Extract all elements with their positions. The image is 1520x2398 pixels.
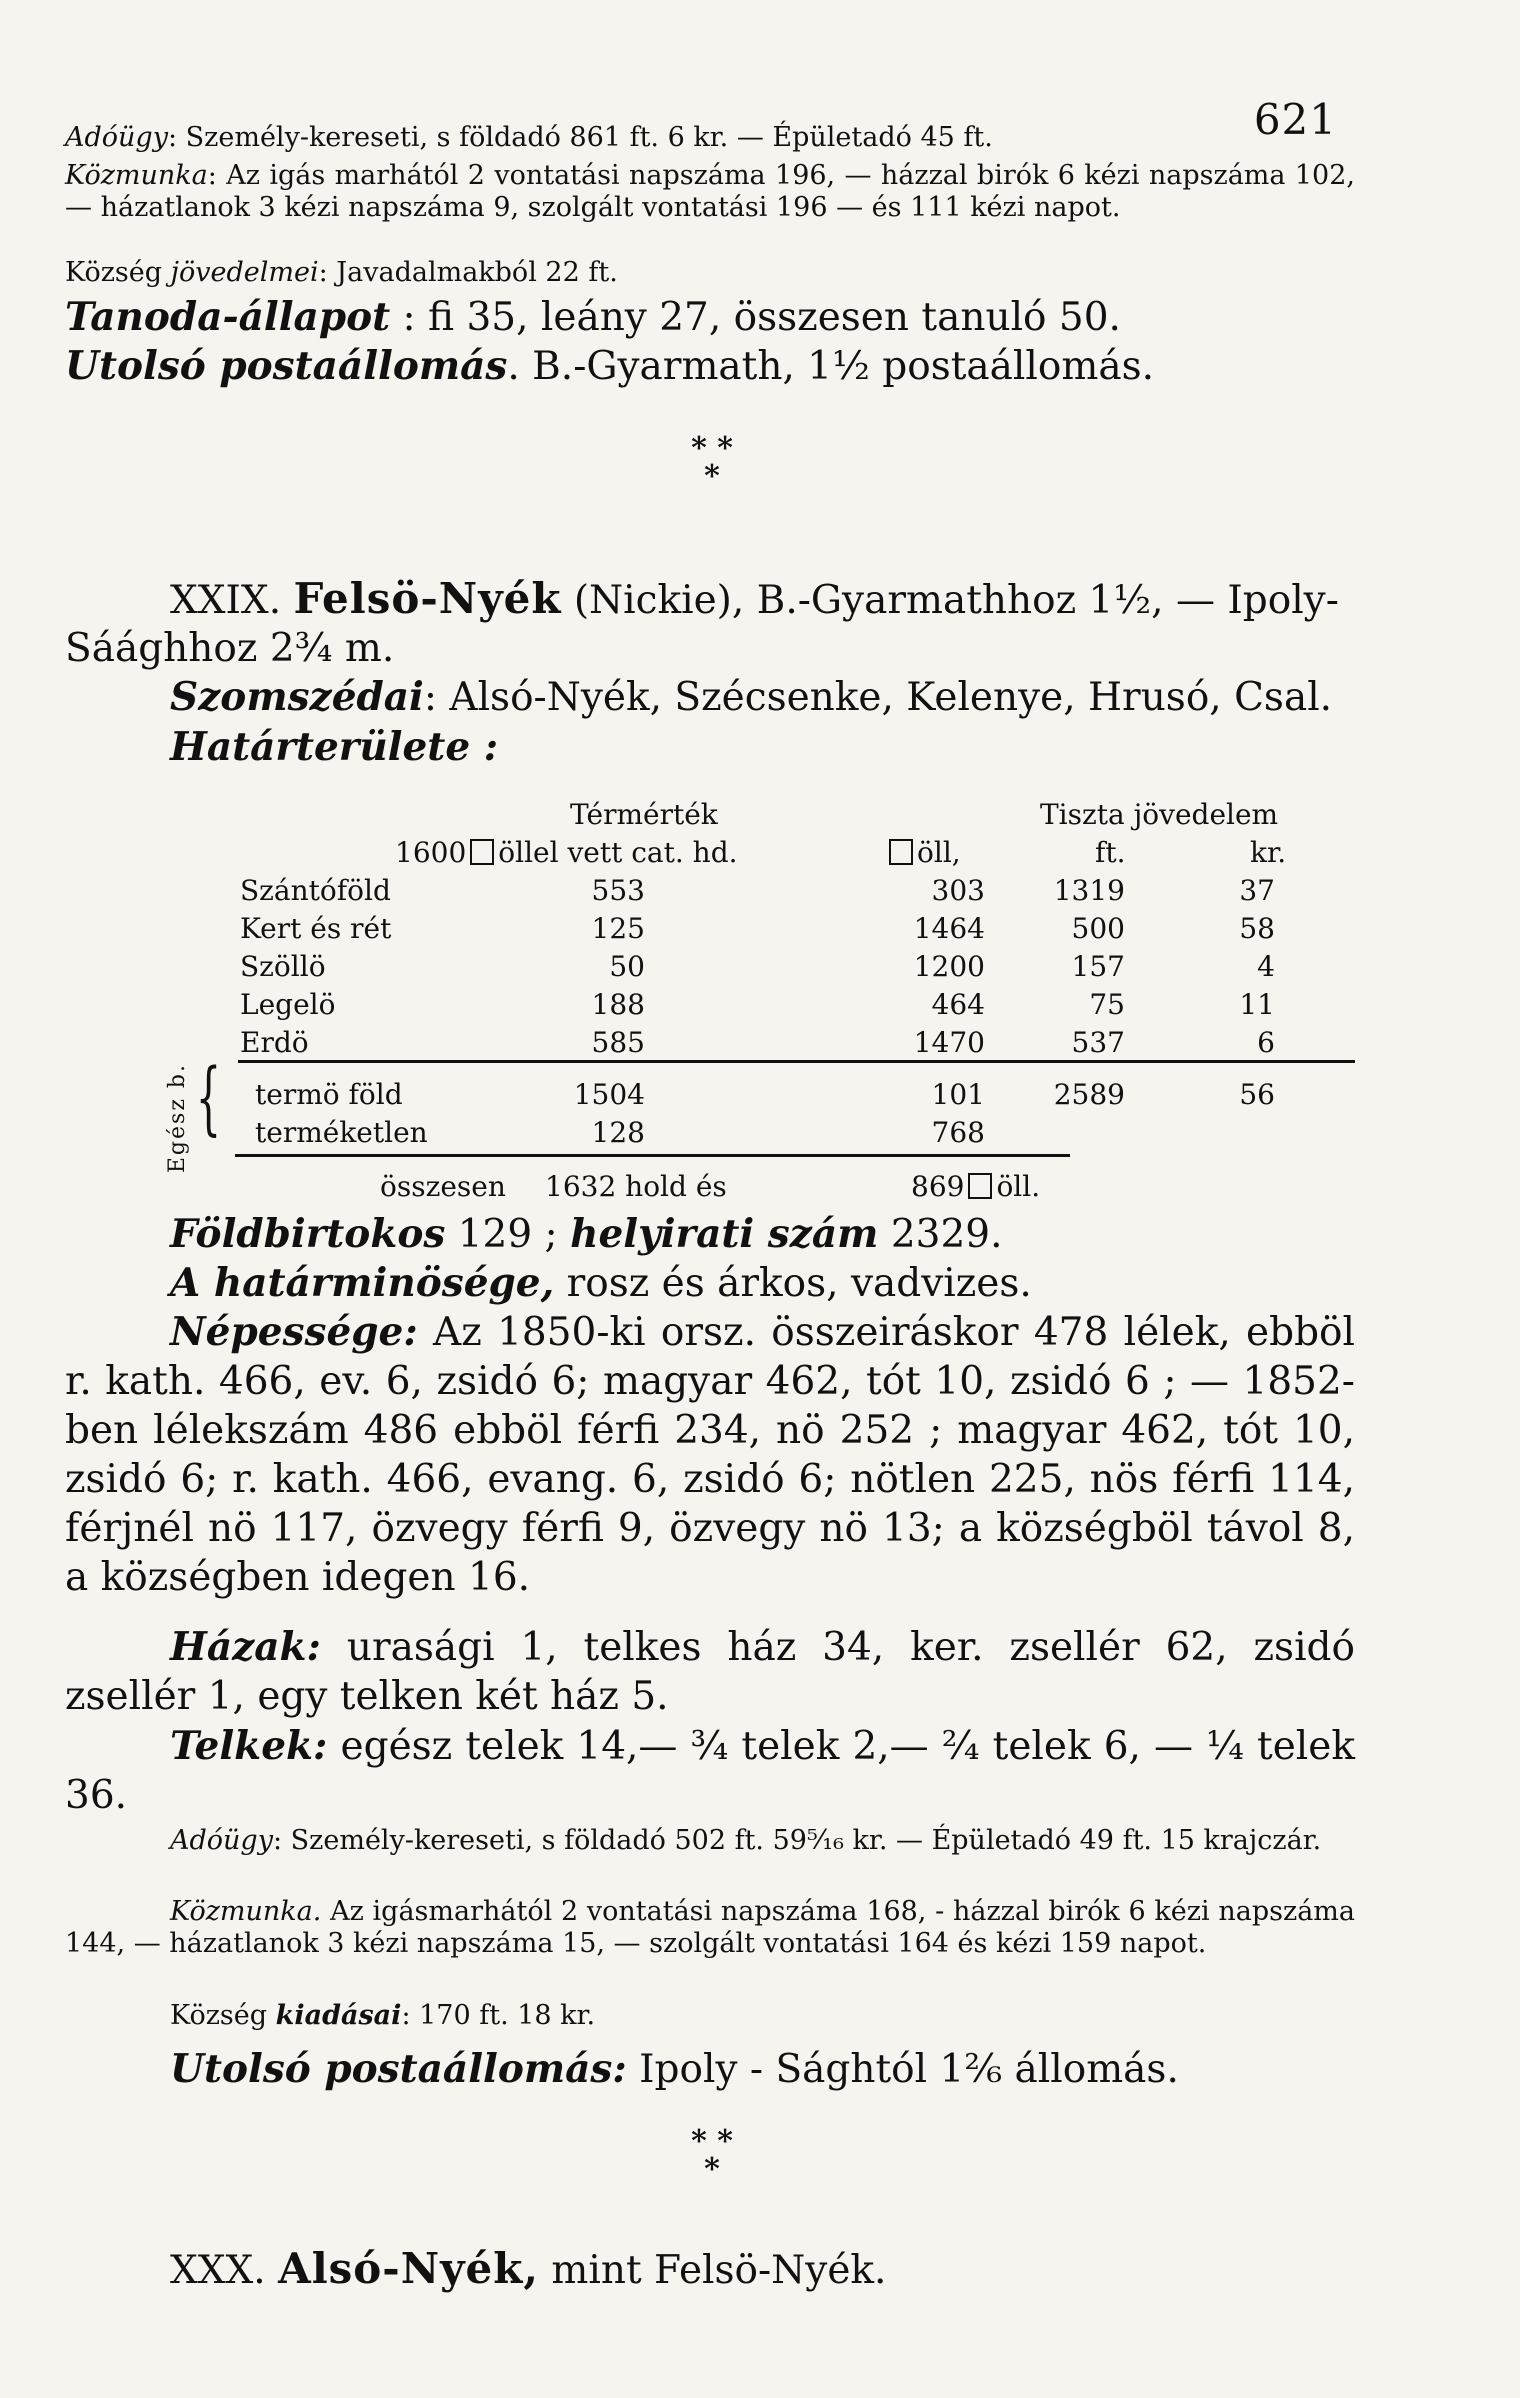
entry-29-neighbors [170,673,1355,722]
table-cell-hold: 50 [609,950,645,983]
kiadasai-29 [65,2000,1355,2032]
sum-row-hold: 128 [591,1116,645,1149]
sum-row-oll: 101 [931,1078,985,1111]
table-cell-ft: 157 [1071,950,1125,983]
table-cell-ft: 537 [1071,1026,1125,1059]
label-b: kiadásai [275,2000,402,2031]
square-symbol [968,1173,992,1199]
prev-adougy [65,122,1355,154]
section-divider-stars-2: * * * [691,2124,733,2187]
label: A határminösége, [170,1260,555,1306]
text: Az igásmarhától 2 vontatási napszáma 168, - házzal birók 6 kézi napszáma 144, — házatlanok 3 kézi napszáma 15, — szolgált vontatási 164 és kézi 159 napot. [65,1896,1355,1959]
text: : Személy-kereseti, s földadó 502 ft. 59⁵⁄₁₆ kr. — Épületadó 49 ft. 15 krajczár. [272,1825,1322,1856]
text: Ipoly - Sághtól 1²⁄₆ állomás. [626,2047,1179,2092]
entry-29-territory [170,723,1460,772]
table-cell-kr: 6 [1257,1026,1275,1059]
label: Népessége: [170,1309,418,1355]
hatarminoseg [170,1259,1355,1308]
prev-jovedelmei [65,257,1355,289]
table-cell-label: Legelö [240,988,336,1021]
label: Közmunka. [170,1896,322,1927]
entry-30-heading [65,2245,1355,2295]
sum-row-kr: 56 [1239,1078,1275,1111]
table-cell-oll: 1464 [913,912,985,945]
table-cell-oll: 464 [931,988,985,1021]
table-cell-ft: 1319 [1053,874,1125,907]
total-label: összesen [380,1170,506,1203]
table-cell-label: Kert és rét [240,912,392,945]
table-cell-oll: 1200 [913,950,985,983]
sum-row-oll: 768 [931,1116,985,1149]
label: Közmunka [65,160,208,191]
entry-29-heading [65,575,1355,673]
table-cell-hold: 585 [591,1026,645,1059]
header-tiszta: Tiszta jövedelem [1040,798,1279,831]
sum-row-ft: 2589 [1053,1078,1125,1111]
label-b: jövedelmei [170,257,319,288]
label: Házak: [170,1624,321,1670]
header-termertek: Térmérték [570,798,718,831]
entry-number: XXX. [170,2248,266,2293]
table-rule-top [238,1060,1355,1063]
sub-header-oll [885,836,961,869]
hazak [65,1623,1355,1721]
side-label-egesz: Egész b. [165,1063,190,1174]
prev-tanoda [65,293,1355,342]
brace-symbol: { [195,1051,222,1144]
text: urasági 1, telkes ház 34, ker. zsellér 62, zsidó zsellér 1, egy telken két ház 5. [65,1625,1355,1719]
label: Utolsó postaállomás: [170,2046,627,2092]
label: Határterülete : [170,724,499,770]
section-divider-stars: * * * [691,431,733,494]
text: : Személy-kereseti, s földadó 861 ft. 6 kr. — Épületadó 45 ft. [167,122,993,153]
sub-header-ft: ft. [1095,836,1126,869]
nepesseg [65,1308,1355,1602]
entry-number: XXIX. [170,578,282,623]
total-oll [911,1170,1040,1203]
table-cell-kr: 58 [1239,912,1275,945]
text: : Alsó-Nyék, Szécsenke, Kelenye, Hrusó, Csal. [423,675,1333,720]
land-table [65,798,1355,1218]
sub-1600: 1600 [395,836,467,869]
num: 129 ; [445,1212,571,1257]
table-cell-hold: 188 [591,988,645,1021]
label: Földbirtokos [170,1211,446,1257]
posta-29 [65,2045,1355,2094]
prev-posta [65,342,1355,391]
table-cell-label: Erdö [240,1026,309,1059]
text: rosz és árkos, vadvizes. [554,1261,1032,1306]
label-a: Község [65,257,163,288]
text: : Az igás marhától 2 vontatási napszáma 196, — házzal birók 6 kézi napszáma 102, — házatlanok 3 kézi napszáma 9, szolgált vontatási 196 — és 111 kézi napot. [65,160,1355,223]
num2: 2329. [878,1212,1003,1257]
table-cell-kr: 37 [1239,874,1275,907]
text: Az 1850-ki orsz. összeiráskor 478 lélek, ebböl r. kath. 466, ev. 6, zsidó 6; magyar 462, tót 10, zsidó 6 ; — 1852-ben lélekszám 486 ebböl férfi 234, nö 252 ; magyar 462, tót 10, zsidó 6; r. kath. 466, evang. 6, zsidó 6; nötlen 225, nös férfi 114, férjnél nö 117, özvegy férfi 9, özvegy nö 13; a községböl távol 8, a községben idegen 16. [65,1310,1355,1600]
entry-name: Felsö-Nyék [293,574,562,623]
table-cell-ft: 75 [1089,988,1125,1021]
label: Utolsó postaállomás [65,343,508,389]
table-cell-label: Szöllö [240,950,326,983]
table-rule-bottom [235,1154,1070,1157]
total-oll-unit: öll. [996,1170,1041,1203]
sum-row-hold: 1504 [573,1078,645,1111]
sub-ollel: öllel vett cat. hd. [498,836,738,869]
entry-rest: mint Felsö-Nyék. [538,2248,887,2293]
table-cell-hold: 553 [591,874,645,907]
text: egész telek 14,— ¾ telek 2,— ²⁄₄ telek 6, — ¼ telek 36. [65,1724,1355,1818]
page-number: 621 [1253,95,1337,144]
table-cell-oll: 1470 [913,1026,985,1059]
sub-header-kr: kr. [1250,836,1287,869]
square-symbol [889,839,913,865]
table-cell-ft: 500 [1071,912,1125,945]
entry-heading-rest: (Nickie), B.-Gyarmathhoz 1½, — Ipoly-Sáághhoz 2¾ m. [65,578,1339,671]
table-cell-label: Szántóföld [240,874,391,907]
label: Adóügy [65,122,168,153]
text: : Javadalmakból 22 ft. [318,257,618,288]
adougy-29 [65,1825,1355,1857]
entry-name: Alsó-Nyék, [278,2244,539,2293]
label: Tanoda-állapot [65,294,391,340]
label2: helyirati szám [570,1211,879,1257]
table-cell-kr: 11 [1239,988,1275,1021]
table-cell-kr: 4 [1257,950,1275,983]
kozmunka-29 [65,1896,1355,1960]
sum-row-label: termö föld [255,1078,403,1111]
label: Szomszédai [170,674,424,720]
text: : fi 35, leány 27, összesen tanuló 50. [390,295,1121,340]
table-cell-oll: 303 [931,874,985,907]
prev-kozmunka [65,160,1355,224]
sub-oll: öll, [917,836,961,869]
text: : 170 ft. 18 kr. [401,2000,596,2031]
table-cell-hold: 125 [591,912,645,945]
total-hold: 1632 hold és [545,1170,727,1203]
text: . B.-Gyarmath, 1½ postaállomás. [507,344,1154,389]
label: Telkek: [170,1723,328,1769]
square-symbol [470,839,494,865]
sub-header-1600 [395,836,738,869]
total-oll-value: 869 [911,1170,965,1203]
telkek [65,1722,1355,1820]
sum-row-label: terméketlen [255,1116,428,1149]
foldbirtokos [170,1210,1355,1259]
label-a: Község [170,2000,268,2031]
label: Adóügy [170,1825,273,1856]
